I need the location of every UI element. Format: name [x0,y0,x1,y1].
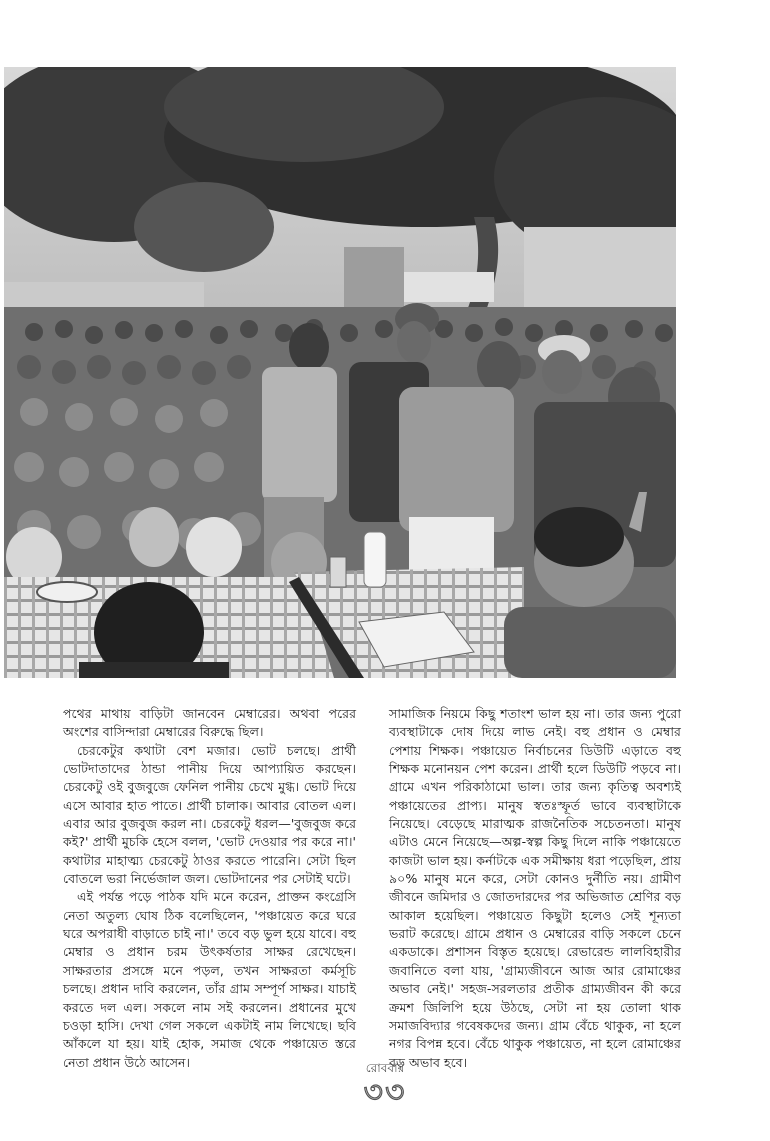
paragraph: পথের মাথায় বাড়িটা জানবেন মেম্বারের। অথবা পরের অংশের বাসিন্দারা মেম্বারের বিরুদ্ধে ছিল। [63,706,356,740]
paragraph: চেরকেটুর কথাটা বেশ মজার। ভোট চলছে। প্রার্থী ভোটদাতাদের ঠান্ডা পানীয় দিয়ে আপ্যায়িত করছেন। চেরকেটু ওই বুজবুজে ফেনিল পানীয় চেখে মুগ্ধ। ভোট দিয়ে এসে আবার হাত পাতে। প্রার্থী চালাক। আবার বোতল এল। এবার আর বুজবুজ করল না। চেরকেটু ধরল—'বুজবুজ করে কই?' প্রার্থী মুচকি হেসে বলল, 'ভোট দেওয়ার পর করে না।' কথাটার মাহাত্ম্য চেরকেটু ঠাওর করতে পারেনি। সেটা ছিল বোতলে ভরা নির্ভেজাল জল। ভোটদানের পর সেটাই ঘটে। [63,742,356,887]
article-column-left [63,705,356,1072]
magazine-name: রোববার [365,1061,405,1075]
article-photo [4,67,676,678]
page-number: ৩৩ [363,1075,407,1110]
paragraph: এই পর্যন্ত পড়ে পাঠক যদি মনে করেন, প্রাক্তন কংগ্রেসি নেতা অতুল্য ঘোষ ঠিক বলেছিলেন, 'পঞ্চায়েত করে ঘরে ঘরে অপরাধী বাড়াতে চাই না।' তবে বড় ভুল হয়ে যাবে। বহু মেম্বার ও প্রধান চরম উৎকর্ষতার সাক্ষর রেখেছেন। সাক্ষরতার প্রসঙ্গে মনে পড়ল, তখন সাক্ষরতা কর্মসূচি চলছে। প্রধান দাবি করলেন, তাঁর গ্রাম সম্পূর্ণ সাক্ষর। যাচাই করতে দল এল। সকলে নাম সই করলেন। প্রধানের মুখে চওড়া হাসি। দেখা গেল সকলে একটাই নাম লিখেছে। ছবি আঁকলে যা হয়। যাই হোক, সমাজ থেকে পঞ্চায়েত স্তরে নেতা প্রধান উঠে আসেন। [63,889,356,1070]
paragraph: সামাজিক নিয়মে কিছু শতাংশ ভাল হয় না। তার জন্য পুরো ব্যবস্থাটাকে দোষ দিয়ে লাভ নেই। বহু প্রধান ও মেম্বার পেশায় শিক্ষক। পঞ্চায়েত নির্বাচনের ডিউটি এড়াতে বহু শিক্ষক মনোনয়ন পেশ করেন। প্রার্থী হলে ডিউটি পড়বে না। গ্রামে এখন পরিকাঠামো ভাল। তার জন্য কৃতিত্ব অবশ্যই পঞ্চায়েতের প্রাপ্য। মানুষ স্বতঃস্ফূর্ত ভাবে ব্যবস্থাটাকে নিয়েছে। বেড়েছে মারাত্মক রাজনৈতিক সচেতনতা। মানুষ এটাও মেনে নিয়েছে—অল্প-স্বল্প কিছু দিলে নাকি পঞ্চায়েতে কাজটা ভাল হয়। কর্নাটকে এক সমীক্ষায় ধরা পড়েছিল, প্রায় ৯০% মানুষ মনে করে, সেটা কোনও দুর্নীতি নয়। গ্রামীণ জীবনে জমিদার ও জোতদারদের পর অভিজাত শ্রেণির বড় আকাল হয়েছিল। পঞ্চায়েত কিছুটা হলেও সেই শূন্যতা ভরাট করেছে। গ্রামে প্রধান ও মেম্বারের বাড়ি সকলে চেনে একডাকে। প্রশাসন বিস্তৃত হয়েছে। রেভারেন্ড লালবিহারীর জবানিতে বলা যায়, 'গ্রাম্যজীবনে আজ আর রোমাঞ্চের অভাব নেই।' সহজ-সরলতার প্রতীক গ্রাম্যজীবন কী করে ক্রমশ জিলিপি হয়ে উঠছে, সেটা না হয় তোলা থাক সমাজবিদ্যার গবেষকদের জন্য। গ্রাম বেঁচে থাকুক, না হলে নগর বিপন্ন হবে। বেঁচে থাকুক পঞ্চায়েত, না হলে রোমাঞ্চের বড় অভাব হবে। [389,706,681,1070]
village-meeting-photo-icon [4,67,676,678]
article-column-right [389,705,681,1072]
